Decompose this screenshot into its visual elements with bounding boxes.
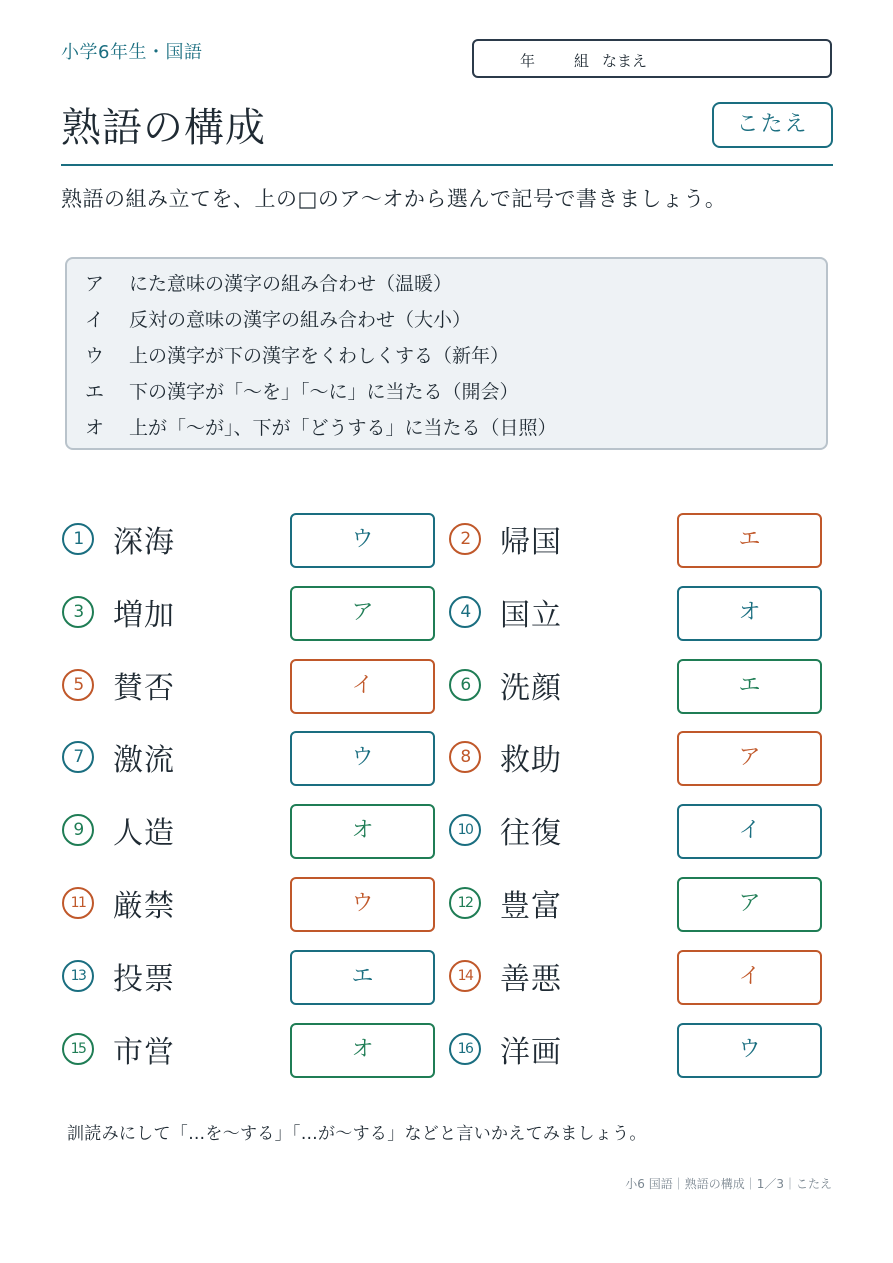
question-number-badge: 4 [449, 596, 481, 628]
question-item [449, 586, 821, 642]
question-item [449, 877, 821, 933]
legend-row [85, 377, 519, 404]
compound-word: 洗顔 [500, 670, 562, 706]
compound-word: 激流 [113, 743, 175, 779]
question-number-badge: 13 [62, 960, 94, 992]
question-item [449, 950, 821, 1006]
legend-key: ウ [85, 345, 105, 367]
hint-text: 訓読みにして「…を〜する」「…が〜する」などと言いかえてみましょう。 [67, 1124, 647, 1144]
question-number-badge: 2 [449, 523, 481, 555]
question-number-badge: 8 [449, 741, 481, 773]
compound-word: 人造 [113, 816, 175, 852]
compound-word: 帰国 [500, 525, 562, 560]
question-item [62, 877, 434, 933]
question-item [449, 659, 821, 715]
compound-word: 善悪 [500, 961, 562, 997]
class-label: 組 [574, 52, 590, 70]
legend-text: 上の漢字が下の漢字をくわしくする（新年） [129, 345, 510, 367]
question-item [62, 804, 434, 860]
legend-row [85, 269, 452, 296]
question-number-badge: 6 [449, 669, 481, 701]
question-item [449, 731, 821, 787]
question-number-badge: 11 [62, 887, 94, 919]
answer-box[interactable]: オ [290, 1023, 435, 1078]
answer-box[interactable]: エ [677, 513, 822, 568]
page-footer: 小6 国語｜熟語の構成｜1／3｜こたえ [625, 1177, 832, 1191]
legend-text: 上が「〜が」、下が「どうする」に当たる（日照） [129, 417, 557, 439]
answer-box[interactable]: イ [677, 804, 822, 859]
name-box [472, 39, 832, 78]
name-label: なまえ [602, 52, 648, 70]
question-number-badge: 9 [62, 814, 94, 846]
compound-word: 洋画 [500, 1034, 562, 1070]
question-item [62, 1023, 434, 1079]
question-item [449, 804, 821, 860]
compound-word: 賛否 [113, 670, 175, 706]
question-number-badge: 10 [449, 814, 481, 846]
compound-word: 往復 [500, 816, 562, 852]
compound-word: 救助 [500, 743, 562, 779]
legend-row [85, 341, 509, 368]
choices-legend [65, 257, 828, 450]
question-number-badge: 1 [62, 523, 94, 555]
compound-word: 深海 [113, 525, 175, 560]
answer-box[interactable]: エ [677, 659, 822, 714]
question-number-badge: 5 [62, 669, 94, 701]
legend-key: オ [85, 417, 105, 439]
answer-box[interactable]: オ [290, 804, 435, 859]
answer-box[interactable]: オ [677, 586, 822, 641]
answer-box[interactable]: ウ [290, 513, 435, 568]
legend-key: イ [85, 309, 105, 331]
question-item [449, 1023, 821, 1079]
question-item [62, 950, 434, 1006]
question-number-badge: 12 [449, 887, 481, 919]
answer-box[interactable]: ア [677, 877, 822, 932]
answer-badge: こたえ [712, 102, 833, 148]
year-label: 年 [520, 52, 536, 70]
legend-row [85, 413, 557, 440]
question-item [62, 659, 434, 715]
question-item [62, 513, 434, 569]
page-title: 熟語の構成 [61, 105, 266, 151]
compound-word: 厳禁 [113, 889, 175, 924]
question-item [62, 731, 434, 787]
legend-row [85, 305, 471, 332]
legend-text: にた意味の漢字の組み合わせ（温暖） [129, 273, 453, 295]
question-number-badge: 7 [62, 741, 94, 773]
answer-box[interactable]: ア [290, 586, 435, 641]
answer-box[interactable]: ウ [290, 877, 435, 932]
legend-text: 下の漢字が「〜を」「〜に」に当たる（開会） [129, 381, 519, 403]
question-item [449, 513, 821, 569]
answer-box[interactable]: ウ [677, 1023, 822, 1078]
answer-box[interactable]: イ [677, 950, 822, 1005]
compound-word: 増加 [113, 597, 175, 633]
legend-key: ア [85, 273, 105, 295]
answer-box[interactable]: エ [290, 950, 435, 1005]
question-number-badge: 15 [62, 1033, 94, 1065]
compound-word: 市営 [113, 1034, 175, 1070]
question-item [62, 586, 434, 642]
compound-word: 国立 [500, 597, 562, 633]
title-divider [61, 164, 833, 166]
answer-box[interactable]: イ [290, 659, 435, 714]
instruction-text: 熟語の組み立てを、上の□のア〜オから選んで記号で書きましょう。 [61, 187, 727, 211]
legend-key: エ [85, 381, 105, 403]
question-number-badge: 14 [449, 960, 481, 992]
legend-text: 反対の意味の漢字の組み合わせ（大小） [129, 309, 472, 331]
question-number-badge: 3 [62, 596, 94, 628]
answer-box[interactable]: ア [677, 731, 822, 786]
compound-word: 投票 [113, 961, 175, 997]
compound-word: 豊富 [500, 889, 562, 924]
grade-subject-label: 小学6年生・国語 [61, 42, 203, 63]
answer-box[interactable]: ウ [290, 731, 435, 786]
question-number-badge: 16 [449, 1033, 481, 1065]
